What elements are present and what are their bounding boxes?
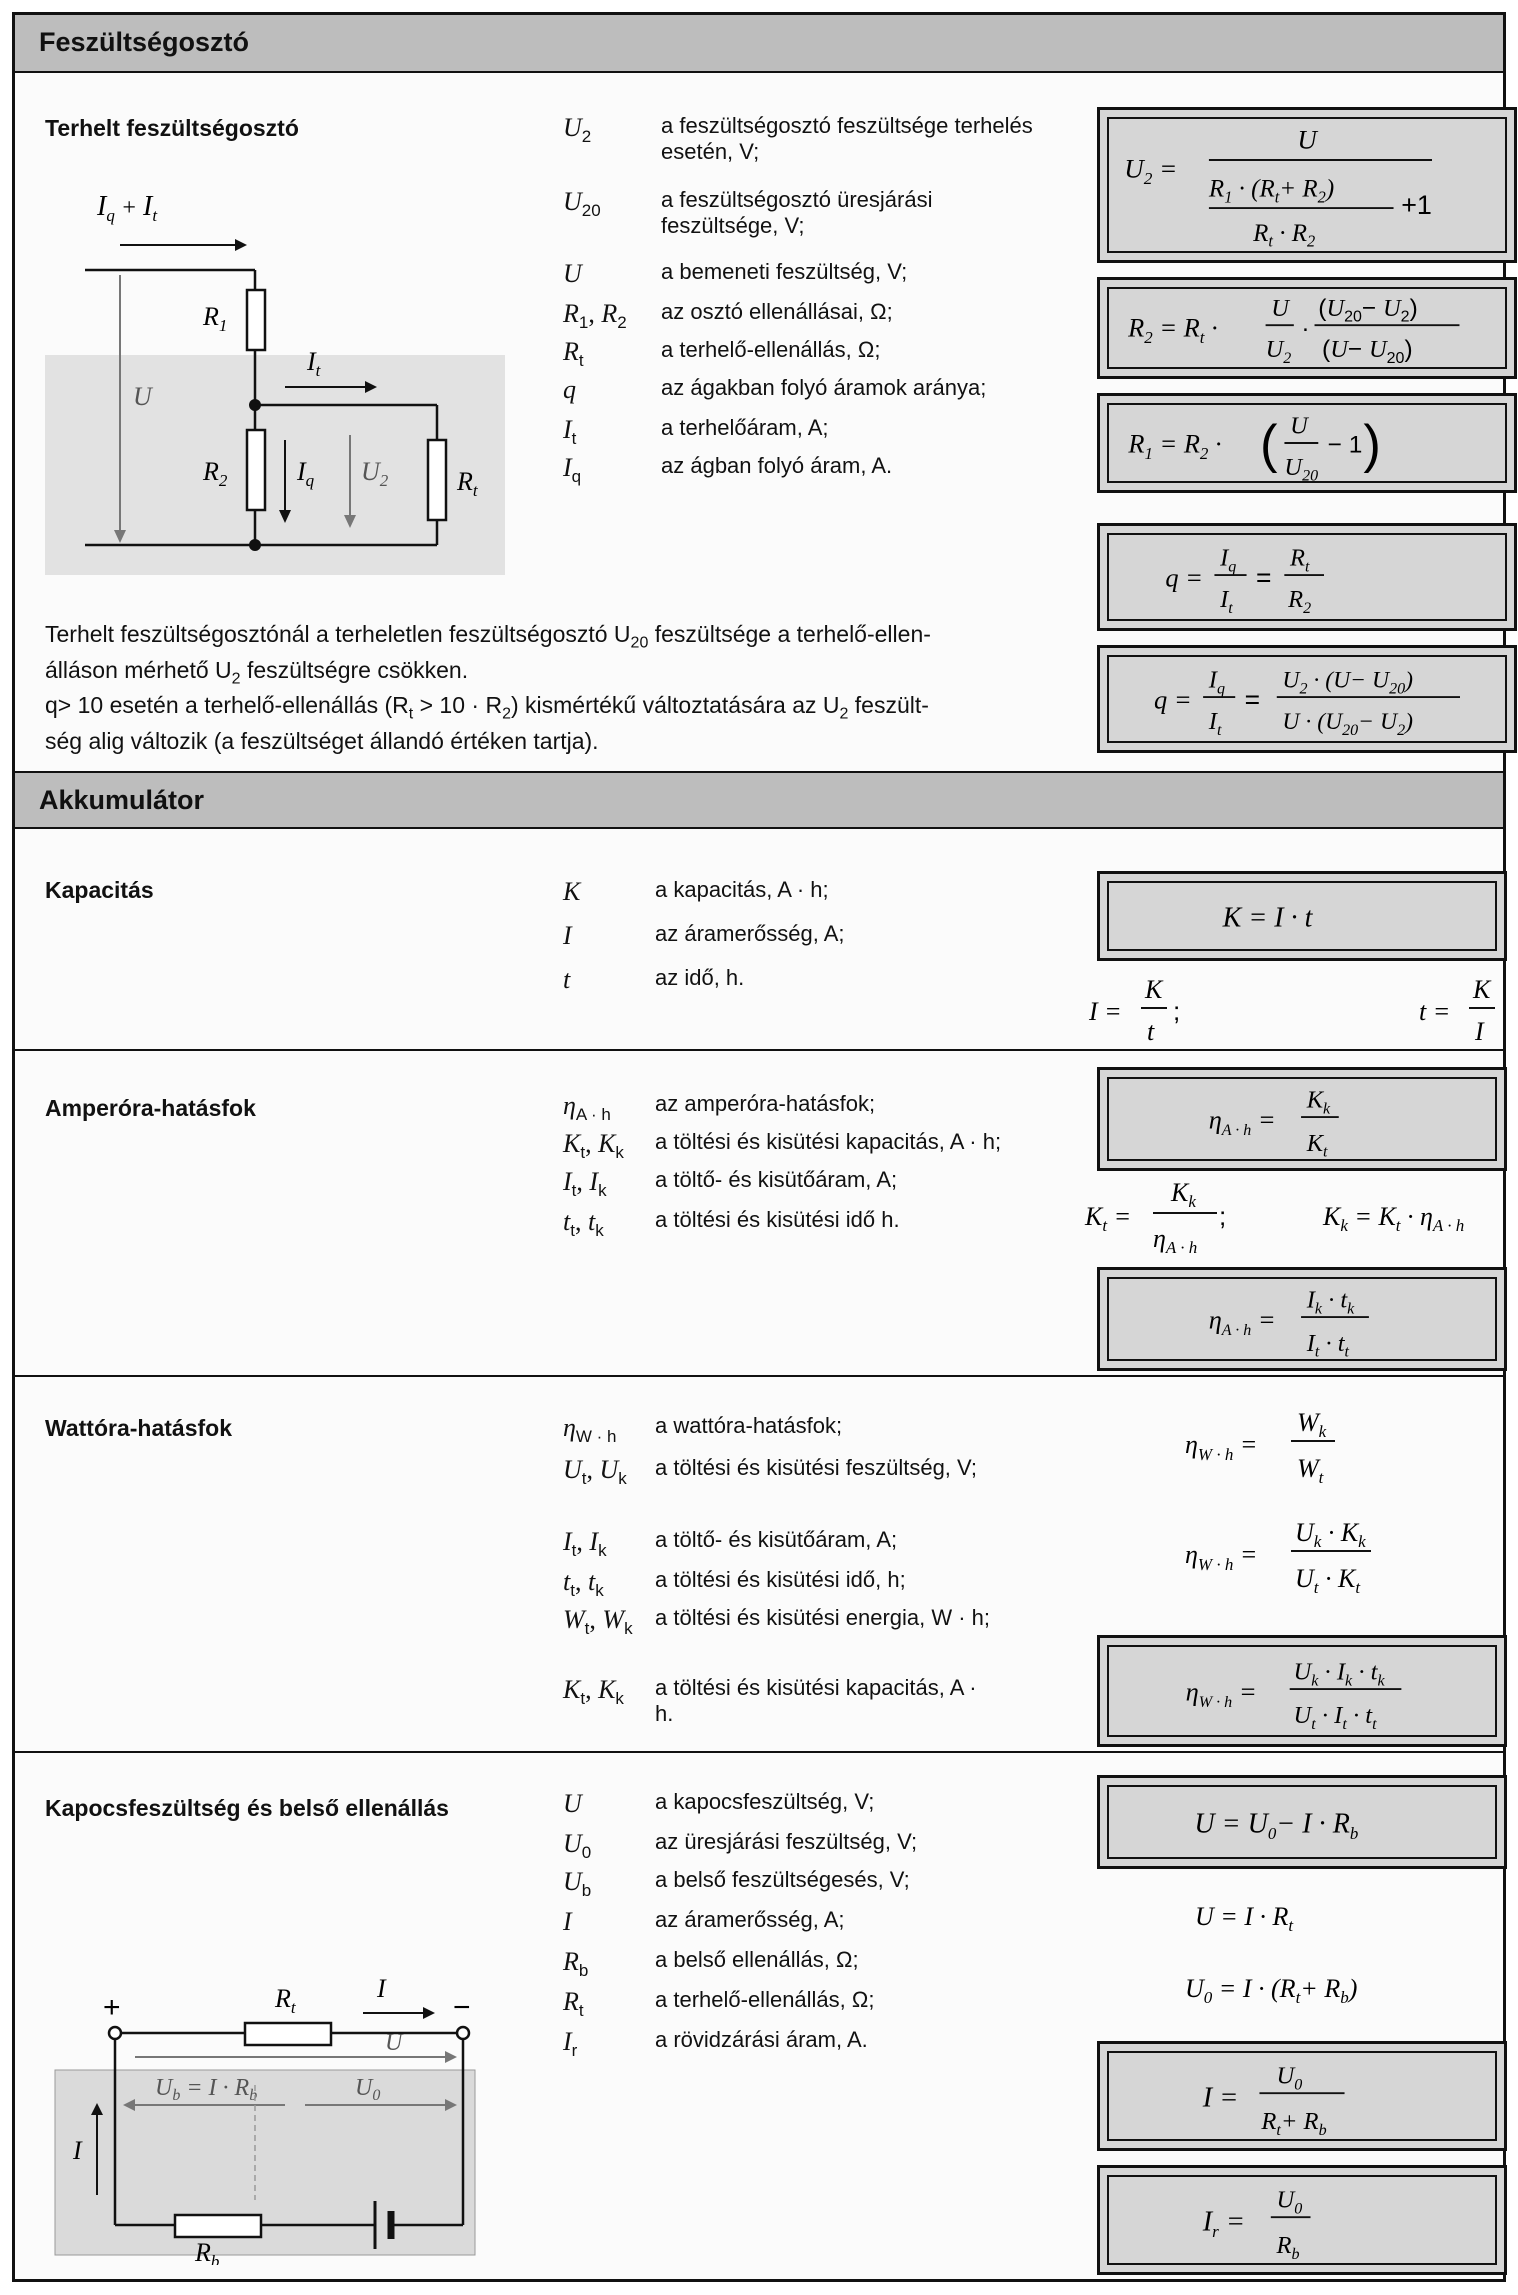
variable-symbol: $\eta_{A \cdot h}$	[563, 1091, 611, 1125]
divider	[15, 1751, 1503, 1753]
variable-symbol: $R_1$, $R_2$	[563, 299, 627, 333]
svg-text:+: +	[103, 1991, 121, 2024]
variable-symbol: $t_t$, $t_k$	[563, 1567, 604, 1601]
svg-text:I: I	[1475, 1017, 1484, 1046]
formula-i-u0	[1097, 2041, 1507, 2151]
variable-description: a feszültségosztó üresjárási feszültsége, V;	[661, 187, 933, 238]
svg-text:K: K	[1473, 975, 1491, 1004]
variable-description: a töltő- és kisütőáram, A;	[655, 1527, 898, 1552]
variable-symbol: $I_r$	[563, 2027, 578, 2061]
variable-symbol: $U_{20}$	[563, 187, 601, 221]
svg-text:I =: I =	[1089, 997, 1122, 1026]
svg-text:t: t	[1147, 1017, 1155, 1046]
variable-symbol: K	[563, 877, 581, 906]
svg-text:t =: t =	[1419, 997, 1451, 1026]
svg-text:Rt · R2: $R_t \cdot R_2$	[1253, 219, 1316, 251]
svg-text:R2: $R_2$	[1288, 586, 1312, 617]
svg-text:Kt =: $K_t$ =	[1085, 1202, 1132, 1235]
svg-text:Iq: $I_q$	[297, 457, 315, 490]
variable-description: a belső ellenállás, Ω;	[655, 1947, 859, 1972]
variable-symbol: I	[563, 1907, 572, 1936]
svg-text:ηA · h: $\eta_{A \cdot h}$	[1153, 1224, 1198, 1257]
svg-text:R2: $R_2$	[203, 457, 228, 490]
variable-description: a terhelőáram, A;	[661, 415, 829, 440]
variable-description: az áramerősség, A;	[655, 921, 845, 946]
formula-u-irt	[1165, 1885, 1465, 1945]
variable-description: a töltési és kisütési energia, W · h;	[655, 1605, 991, 1630]
variable-description: a kapocsfeszültség, V;	[655, 1789, 875, 1814]
variable-description: a bemeneti feszültség, V;	[661, 259, 908, 284]
variable-symbol: I	[563, 921, 572, 950]
svg-text:I: I	[73, 2136, 82, 2165]
svg-text:·: ·	[1301, 315, 1310, 343]
variable-symbol: U	[563, 1789, 582, 1818]
variable-description: a belső feszültségesés, V;	[655, 1867, 910, 1892]
svg-text:Kk: $K_k$	[1306, 1086, 1331, 1118]
variable-description: az ágban folyó áram, A.	[661, 453, 893, 478]
svg-text:U2: $U_2$	[1265, 336, 1292, 367]
svg-text:=: =	[1244, 684, 1261, 715]
variable-symbol: $I_t$, $I_k$	[563, 1527, 607, 1561]
resistor-rb	[175, 2215, 261, 2237]
subtitle-kapocs: Kapocsfeszültség és belső ellenállás	[45, 1795, 449, 1821]
variable-symbol: $K_t$, $K_k$	[563, 1129, 624, 1163]
formula-u2	[1097, 107, 1517, 263]
divider	[15, 1049, 1503, 1051]
page	[12, 12, 1506, 2282]
svg-text:): )	[1363, 414, 1381, 474]
variable-symbol: t	[563, 965, 571, 994]
svg-text:U: U	[1290, 412, 1308, 440]
formula-eta-ah-it	[1097, 1267, 1507, 1371]
svg-text:U: U	[1297, 124, 1317, 155]
resistor-r1	[247, 290, 265, 350]
variable-description: a töltő- és kisütőáram, A;	[655, 1167, 898, 1192]
formula-q-ratio	[1097, 523, 1517, 631]
svg-text:U: U	[1271, 294, 1289, 322]
variable-symbol: U	[563, 259, 582, 288]
variable-description: a töltési és kisütési feszültség, V;	[655, 1455, 977, 1480]
svg-text:Rt: $R_t$	[275, 1984, 296, 2017]
svg-text:U0: $U_0$	[1276, 2186, 1303, 2218]
svg-text:Iq: $I_q$	[1220, 544, 1237, 576]
svg-text:q =: q =	[1154, 684, 1192, 715]
variable-symbol: $U_b$	[563, 1867, 592, 1901]
subtitle-wattora: Wattóra-hatásfok	[45, 1415, 232, 1441]
variable-description: a töltési és kisütési idő, h;	[655, 1567, 906, 1592]
svg-text:R1: $R_1$	[203, 302, 228, 335]
svg-text:I =: I =	[1202, 2082, 1239, 2114]
svg-text:Ik · tk: $I_k \cdot t_k$	[1306, 1286, 1355, 1318]
formula-r1	[1097, 393, 1517, 493]
variable-description: az idő, h.	[655, 965, 745, 990]
variable-symbol: $U_0$	[563, 1829, 592, 1863]
label-iq-it: $I_q + I_t$	[97, 191, 158, 225]
variable-symbol: $\eta_{W \cdot h}$	[563, 1413, 617, 1447]
svg-text:U2 · (U− U20): $U_2 \cdot (U- U_{20})$	[1282, 667, 1414, 698]
svg-text:Kk = Kt · ηA · h: $K_k = K_t \cdot \eta_{A \cdot h}$	[1323, 1202, 1465, 1235]
svg-text:Wt: $W_t$	[1297, 1454, 1324, 1487]
svg-text:Rt: $R_t$	[457, 467, 478, 500]
variable-description: a kapacitás, A · h;	[655, 877, 829, 902]
variable-symbol: $U_t$, $U_k$	[563, 1455, 627, 1489]
svg-text:U0: $U_0$	[1276, 2062, 1303, 2094]
svg-text:(U− U20): $(U- U_{20})$	[1322, 336, 1413, 367]
svg-text:K = I · t: K = I · t	[1222, 902, 1313, 934]
variable-description: az osztó ellenállásai, Ω;	[661, 299, 893, 324]
variable-description: a terhelő-ellenállás, Ω;	[661, 337, 881, 362]
svg-text:Ub = I · Rb: $U_b = I \cdot R_b$	[155, 2075, 258, 2104]
svg-text:;: ;	[1173, 996, 1181, 1026]
section-title: Feszültségosztó	[39, 27, 250, 57]
variable-symbol: $t_t$, $t_k$	[563, 1207, 604, 1241]
variable-description: a wattóra-hatásfok;	[655, 1413, 843, 1438]
svg-text:Kt: $K_t$	[1306, 1130, 1328, 1161]
svg-text:K: K	[1145, 975, 1163, 1004]
svg-text:Iq: $I_q$	[1208, 666, 1225, 698]
formula-eta-wh-w	[1175, 1395, 1505, 1495]
svg-text:Ut · It · tt: $U_t \cdot I_t \cdot t_t$	[1293, 1702, 1377, 1733]
variable-symbol: $R_t$	[563, 1987, 584, 2021]
formula-u-u0	[1097, 1775, 1507, 1869]
subtitle-kapacitas: Kapacitás	[45, 877, 154, 903]
svg-text:q =: q =	[1165, 562, 1204, 593]
svg-text:Rb: $R_b$	[1276, 2232, 1300, 2263]
subtitle-amperora: Amperóra-hatásfok	[45, 1095, 256, 1121]
voltage-divider-diagram	[45, 175, 515, 575]
variable-description: a terhelő-ellenállás, Ω;	[655, 1987, 875, 2012]
svg-text:ηA · h =: $\eta_{A \cdot h}$ =	[1208, 1104, 1276, 1140]
svg-text:U = I · Rt: $U = I \cdot R_t$	[1195, 1902, 1294, 1935]
variable-description: a töltési és kisütési idő h.	[655, 1207, 900, 1232]
formula-kt-kk	[1075, 1175, 1515, 1269]
resistor-rt	[245, 2023, 331, 2045]
svg-text:+1: +1	[1401, 189, 1432, 220]
svg-text:R1 = R2 ·: $R_1 = R_2$ ·	[1128, 429, 1222, 463]
variable-symbol: $R_b$	[563, 1947, 589, 1981]
svg-text:Kk: $K_k$	[1171, 1178, 1196, 1211]
svg-text:− 1: − 1	[1327, 431, 1363, 459]
svg-text:U2: $U_2$	[361, 457, 389, 490]
svg-text:U0: $U_0$	[355, 2075, 381, 2104]
formula-i-and-t	[1075, 970, 1505, 1050]
divider	[15, 1375, 1503, 1377]
svg-text:Rt+ Rb: $R_t+ R_b$	[1261, 2108, 1327, 2139]
svg-text:It · tt: $I_t \cdot t_t$	[1306, 1330, 1349, 1361]
section-header-feszultsegoszto	[15, 15, 1503, 73]
variable-symbol: $I_t$	[563, 415, 577, 449]
svg-text:U: U	[385, 2030, 403, 2056]
svg-text:U: U	[133, 382, 152, 411]
svg-text:(U20− U2): $(U_{20}- U_2)$	[1318, 294, 1418, 326]
section-header-akkumulator	[15, 771, 1503, 829]
variable-description: a rövidzárási áram, A.	[655, 2027, 868, 2052]
variable-symbol: q	[563, 375, 576, 404]
svg-text:−: −	[453, 1991, 471, 2024]
variable-description: a töltési és kisütési kapacitás, A · h;	[655, 1129, 1002, 1154]
resistor-rt	[428, 440, 446, 520]
svg-text:It: $I_t$	[1208, 708, 1222, 739]
subtitle-terhelt: Terhelt feszültségosztó	[45, 115, 299, 141]
formula-u0-sum	[1165, 1957, 1495, 2017]
svg-text:Uk · Ik · tk: $U_k \cdot I_k \cdot t_k$	[1293, 1658, 1385, 1690]
variable-symbol: $I_q$	[563, 453, 582, 487]
variable-description: a feszültségosztó feszültsége terhelés esetén, V;	[661, 113, 1033, 164]
svg-text:U20: $U_{20}$	[1284, 453, 1319, 485]
svg-text:ηW · h =: $\eta_{W \cdot h}$ =	[1185, 1430, 1258, 1464]
variable-symbol: $R_t$	[563, 337, 584, 371]
svg-text:;: ;	[1219, 1201, 1227, 1231]
svg-text:Rt: $R_t$	[1290, 544, 1310, 576]
svg-text:It: $I_t$	[1220, 586, 1233, 617]
svg-text:ηW · h =: $\eta_{W \cdot h}$ =	[1185, 1676, 1257, 1712]
svg-text:ηA · h =: $\eta_{A \cdot h}$ =	[1208, 1304, 1276, 1340]
formula-eta-wh-full	[1097, 1635, 1507, 1747]
variable-symbol: $K_t$, $K_k$	[563, 1675, 624, 1709]
battery-circuit-diagram	[45, 1945, 515, 2265]
formula-eta-wh-uk	[1175, 1505, 1505, 1605]
svg-text:I: I	[377, 1974, 386, 2003]
svg-text:Ut · Kt: $U_t \cdot K_t$	[1295, 1564, 1361, 1597]
svg-text:U2 =: $U_2$ =	[1124, 153, 1178, 189]
formula-ir	[1097, 2165, 1507, 2275]
svg-text:U0 = I · (Rt+ Rb): $U_0 = I \cdot (R_t+ R_b)$	[1185, 1974, 1358, 2007]
variable-symbol: $W_t$, $W_k$	[563, 1605, 633, 1639]
svg-text:U · (U20− U2): $U \cdot (U_{20}- U_2)$	[1282, 709, 1414, 739]
svg-text:U = U0− I · Rb: $U = U_0- I \cdot R_b$	[1194, 1808, 1359, 1843]
svg-text:It: $I_t$	[307, 347, 321, 380]
variable-symbol: $I_t$, $I_k$	[563, 1167, 607, 1201]
variable-description: a töltési és kisütési kapacitás, A · h.	[655, 1675, 977, 1726]
svg-text:Rb: $R_b$	[195, 2238, 220, 2265]
svg-text:Uk · Kk: $U_k \cdot K_k$	[1295, 1518, 1366, 1551]
description-paragraph: Terhelt feszültségosztónál a terheletlen feszültségosztó $U_{20}$ feszültsége a terhelő-ellen- álláson mérhető $U_2$ feszültségre csökken. q> 10 esetén a terhelő-ellenállás $(R_t > 10 \cdot R_2)$ kismértékű változtatására az $U_2$ feszült- ség alig változik (a feszültséget állandó értéken tartja).	[45, 621, 931, 754]
section-title: Akkumulátor	[39, 785, 205, 815]
variable-description: az ágakban folyó áramok aránya;	[661, 375, 987, 400]
variable-description: az amperóra-hatásfok;	[655, 1091, 876, 1116]
variable-description: az áramerősség, A;	[655, 1907, 845, 1932]
svg-text:=: =	[1256, 562, 1272, 593]
svg-text:R1 · (Rt+ R2): $R_1 \cdot (R_t+ R_2)$	[1208, 175, 1335, 207]
svg-text:ηW · h =: $\eta_{W \cdot h}$ =	[1185, 1540, 1258, 1574]
svg-text:(: (	[1260, 414, 1278, 474]
variable-symbol: $U_2$	[563, 113, 592, 147]
formula-eta-ah	[1097, 1067, 1507, 1171]
formula-q-voltage	[1097, 645, 1517, 753]
variable-description: az üresjárási feszültség, V;	[655, 1829, 918, 1854]
svg-text:Wk: $W_k$	[1297, 1408, 1327, 1441]
svg-text:Ir =: $I_r$ =	[1202, 2206, 1246, 2242]
resistor-r2	[247, 430, 265, 510]
formula-k-it	[1097, 871, 1507, 961]
svg-text:R2 = Rt ·: $R_2 = R_t$ ·	[1128, 313, 1218, 348]
formula-r2	[1097, 277, 1517, 379]
